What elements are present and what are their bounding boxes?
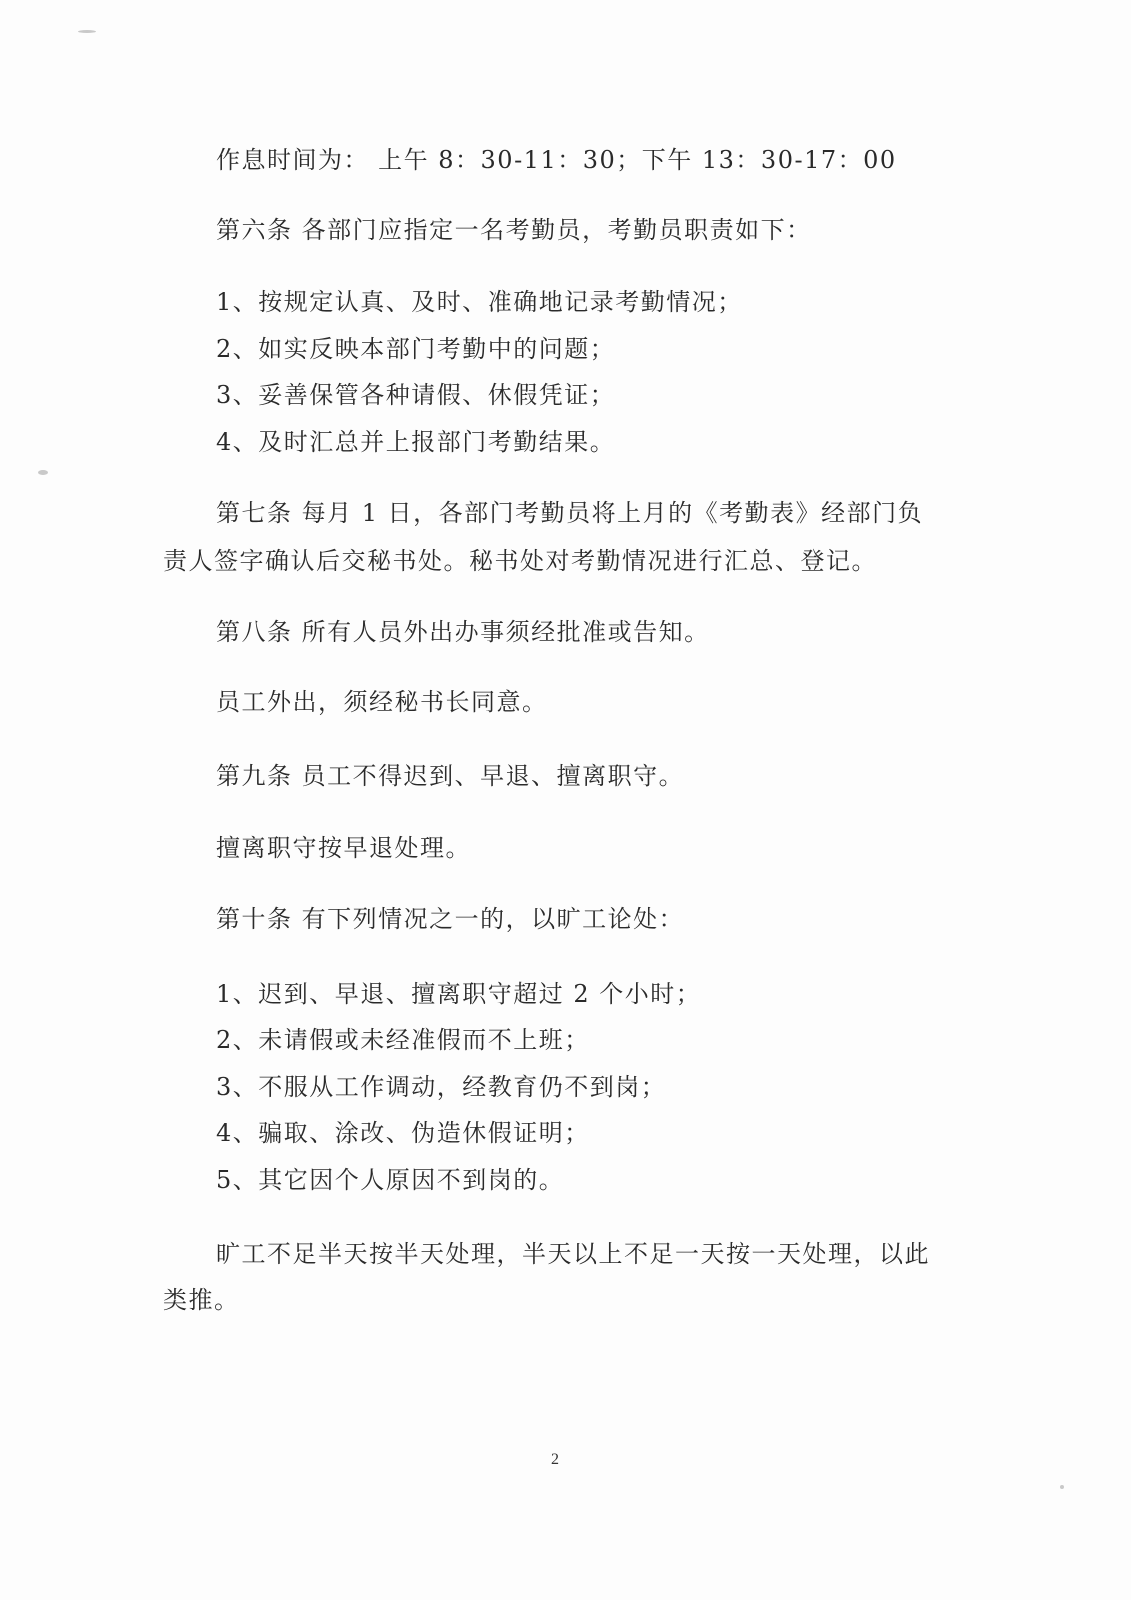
article-9-heading: 第九条 员工不得迟到、早退、擅离职守。 <box>216 762 685 790</box>
article-7-line-1: 第七条 每月 1 日，各部门考勤员将上月的《考勤表》经部门负 <box>216 499 924 527</box>
list-item: 3、不服从工作调动，经教育仍不到岗； <box>216 1073 667 1101</box>
list-item: 1、迟到、早退、擅离职守超过 2 个小时； <box>216 980 702 1008</box>
list-item: 1、按规定认真、及时、准确地记录考勤情况； <box>216 288 743 316</box>
list-item: 3、妥善保管各种请假、休假凭证； <box>216 381 616 409</box>
article-6-heading: 第六条 各部门应指定一名考勤员，考勤员职责如下： <box>216 216 812 244</box>
article-10-heading: 第十条 有下列情况之一的，以旷工论处： <box>216 905 685 933</box>
scan-speck <box>78 30 96 33</box>
article-7-line-2: 责人签字确认后交秘书处。秘书处对考勤情况进行汇总、登记。 <box>163 547 877 575</box>
scan-speck <box>1060 1485 1064 1489</box>
absence-rule-line-1: 旷工不足半天按半天处理，半天以上不足一天按一天处理，以此 <box>216 1240 930 1268</box>
list-item: 2、如实反映本部门考勤中的问题； <box>216 335 616 363</box>
scan-speck <box>38 470 48 475</box>
article-8-heading: 第八条 所有人员外出办事须经批准或告知。 <box>216 618 710 646</box>
list-item: 5、其它因个人原因不到岗的。 <box>216 1166 565 1194</box>
article-9-note: 擅离职守按早退处理。 <box>216 834 471 862</box>
list-item: 2、未请假或未经准假而不上班； <box>216 1026 590 1054</box>
list-item: 4、及时汇总并上报部门考勤结果。 <box>216 428 616 456</box>
list-item: 4、骗取、涂改、伪造休假证明； <box>216 1119 590 1147</box>
article-8-note: 员工外出，须经秘书长同意。 <box>216 688 548 716</box>
page-number: 2 <box>551 1451 559 1468</box>
schedule-line: 作息时间为： 上午 8：30-11：30；下午 13：30-17：00 <box>216 146 897 174</box>
absence-rule-line-2: 类推。 <box>163 1286 240 1314</box>
